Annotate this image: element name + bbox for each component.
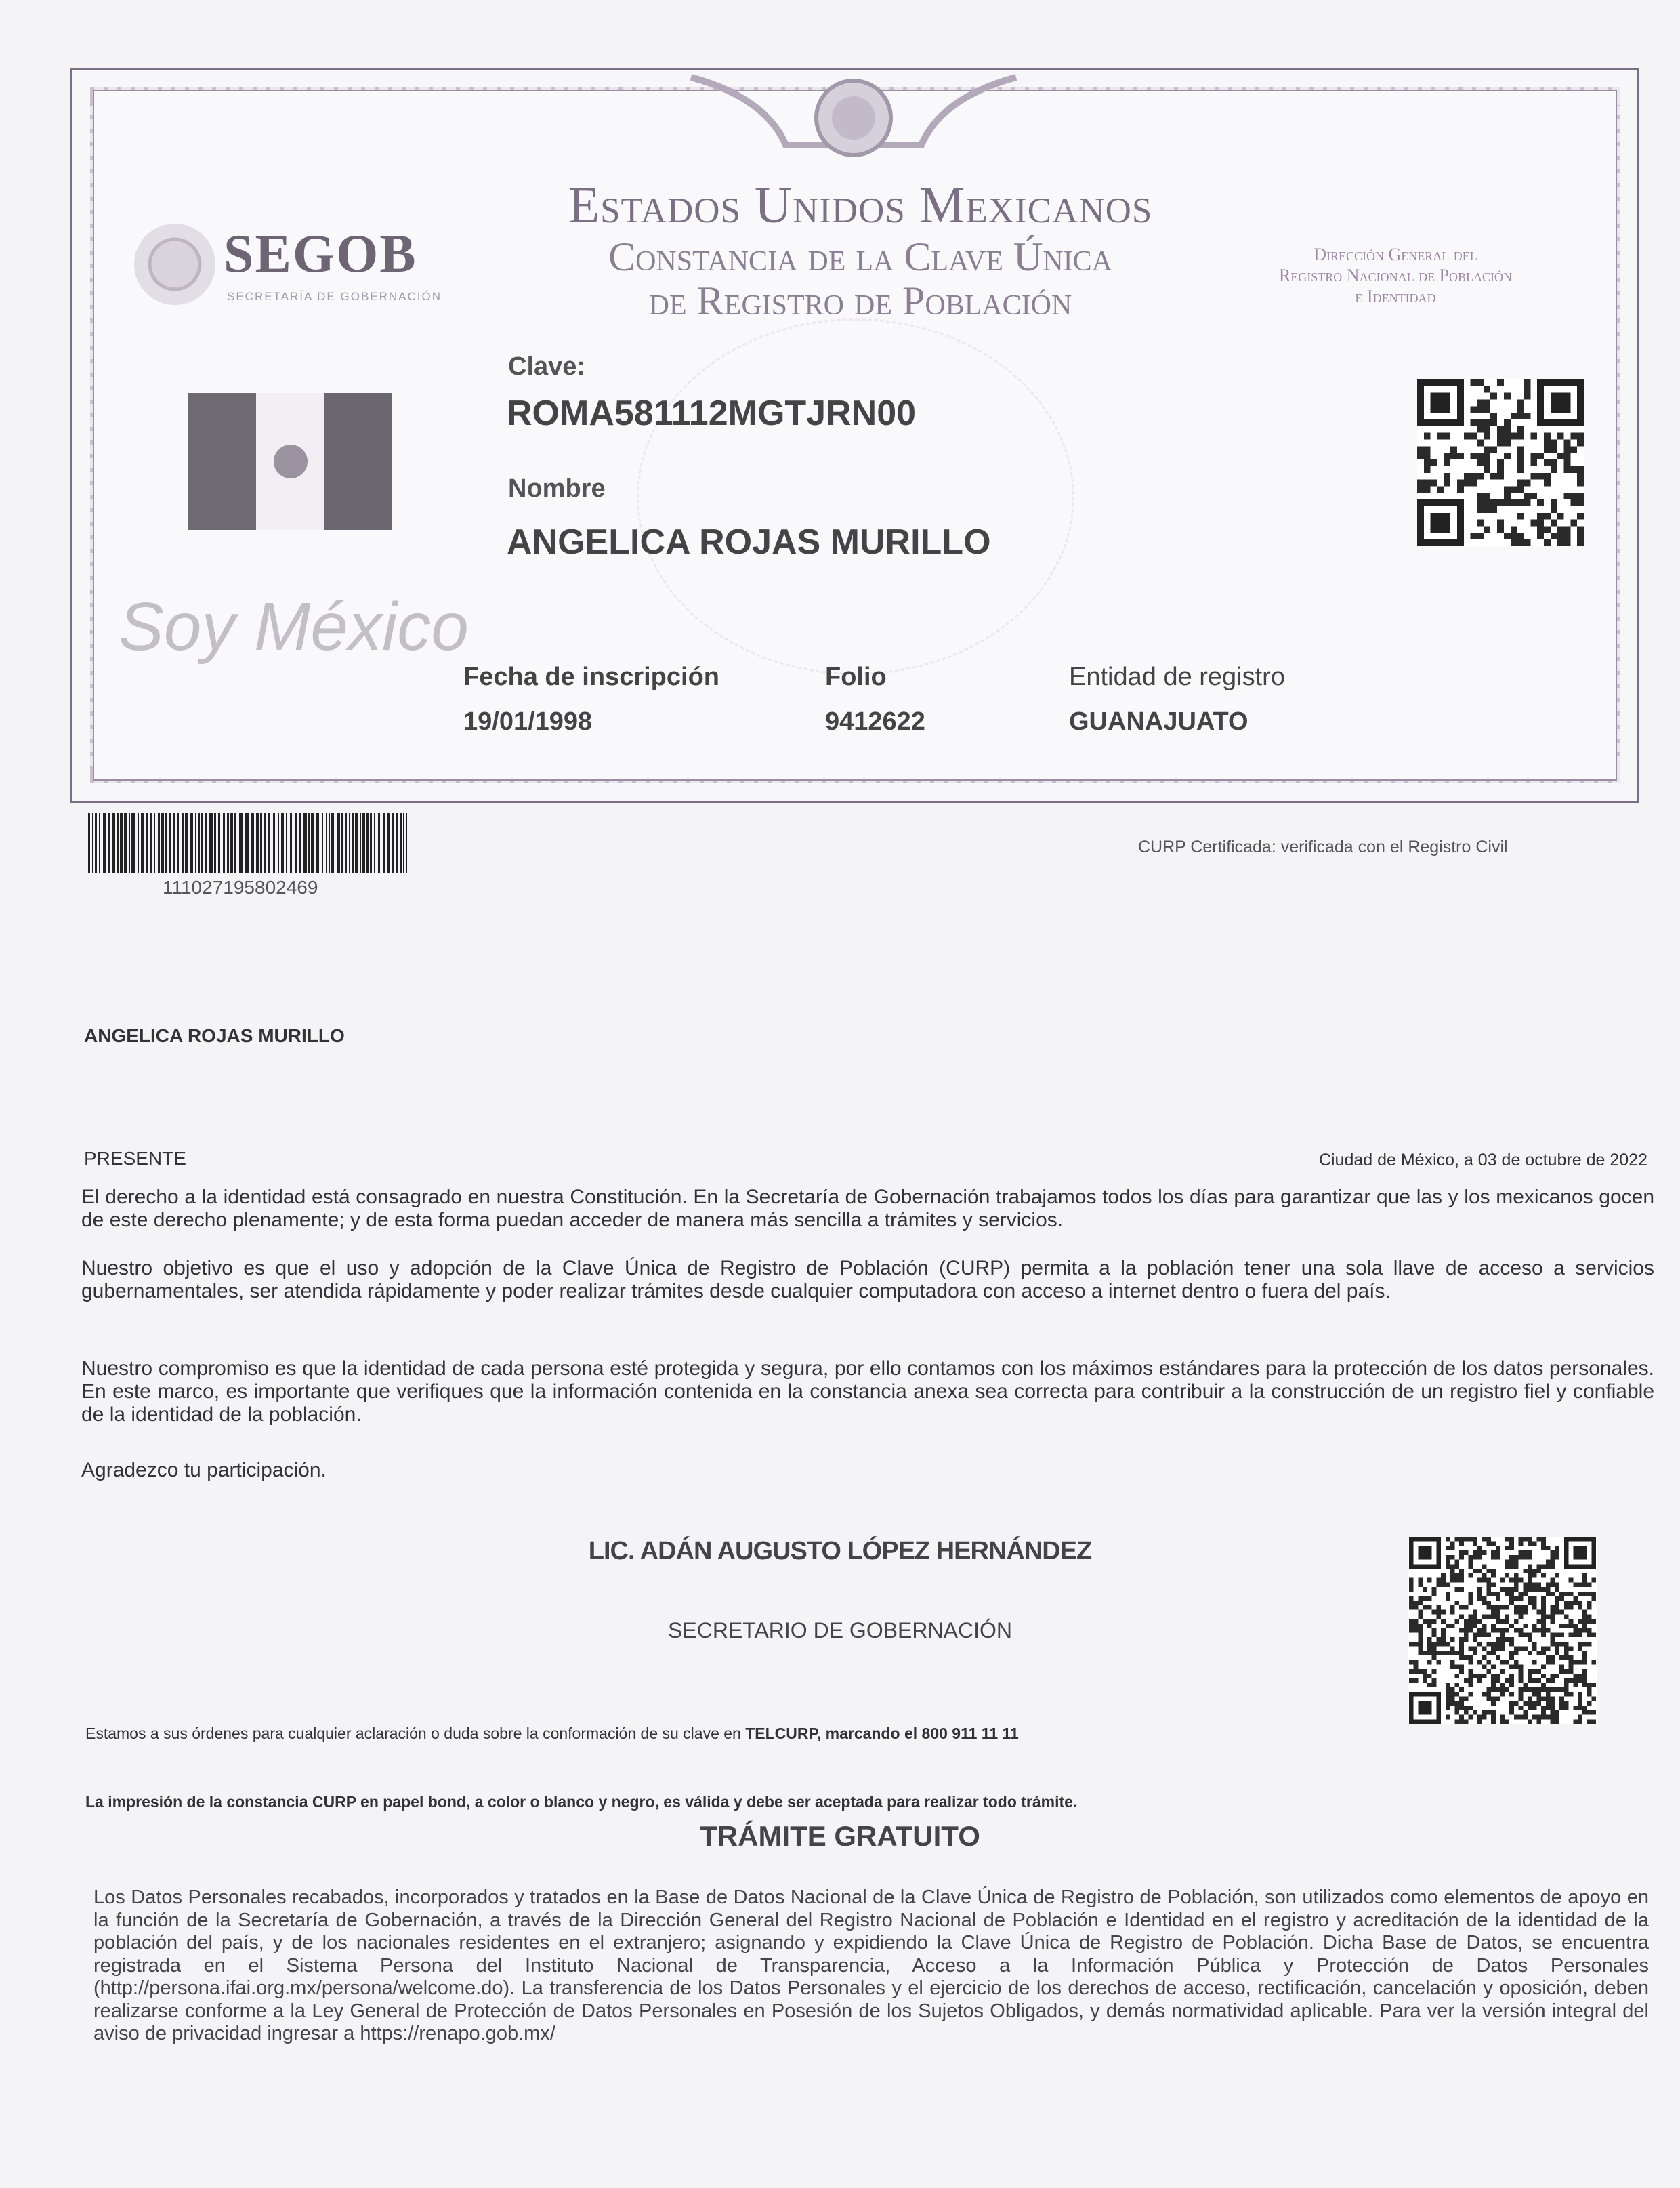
directorate-line1: Dirección General del bbox=[1314, 245, 1477, 264]
mexican-flag-icon bbox=[188, 393, 393, 530]
telcurp-text: Estamos a sus órdenes para cualquier aclaración o duda sobre la conformación de su clave en bbox=[85, 1725, 746, 1742]
document-subtitle-line1: Constancia de la Clave Única bbox=[608, 234, 1112, 279]
qr-code-icon bbox=[1417, 379, 1584, 546]
letter-paragraph-2: Nuestro objetivo es que el uso y adopción de la Clave Única de Registro de Población (CURP) permita a la población tener una sola llave de acceso a servicios gubernamentales, ser atendida rápidamente y poder realizar trámites desde cualquier computadora con acceso a internet dentro o fuera del país. bbox=[81, 1257, 1654, 1302]
letter-addressee: ANGELICA ROJAS MURILLO bbox=[84, 1025, 345, 1046]
letter-presente: PRESENTE bbox=[84, 1148, 186, 1169]
curp-value: ROMA581112MGTJRN00 bbox=[507, 394, 917, 433]
fecha-inscripcion-value: 19/01/1998 bbox=[463, 707, 593, 736]
watermark-seal-icon bbox=[637, 318, 1074, 675]
curp-certified-note: CURP Certificada: verificada con el Registro Civil bbox=[1138, 838, 1508, 856]
directorate-line3: e Identidad bbox=[1355, 287, 1436, 306]
directorate-line2: Registro Nacional de Población bbox=[1278, 266, 1513, 285]
signer-title: SECRETARIO DE GOBERNACIÓN bbox=[668, 1618, 1012, 1643]
entidad-registro-label: Entidad de registro bbox=[1069, 663, 1285, 691]
segob-logo-text: SEGOB bbox=[224, 224, 417, 284]
privacy-notice: Los Datos Personales recabados, incorporados y tratados en la Base de Datos Nacional de la Clave Única de Registro de Población, son utilizados como elementos de apoyo en la función de la Secretaría de Gobernación, a través de la Dirección General del Registro Nacional de Población e Identidad en el registro y acreditación de la identidad de la población del país, y de los nacionales residentes en el extranjero; asignando y expidiendo la Clave Única de Registro de Población. Dicha Base de Datos, se encuentra registrada en el Sistema Persona del Instituto Nacional de Transparencia, Acceso a la Información Pública y Protección de Datos Personales (http://persona.ifai.org.mx/persona/welcome.do). La transferencia de los Datos Personales y el ejercicio de los derechos de acceso, rectificación, cancelación y oposición, deben realizarse conforme a la Ley General de Protección de Datos Personales en Posesión de los Sujetos Obligados, y demás normatividad aplicable. Para ver la versión integral del aviso de privacidad ingresar a https://renapo.gob.mx/ bbox=[93, 1886, 1649, 2044]
issuing-directorate bbox=[1226, 244, 1565, 307]
clave-label: Clave: bbox=[508, 352, 586, 381]
barcode-number: 111027195802469 bbox=[163, 877, 318, 898]
letter-paragraph-3: Nuestro compromiso es que la identidad de cada persona esté protegida y segura, por ello contamos con los máximos estándares para la protección de los datos personales. En este marco, es importante que verifiques que la información contenida en la constancia anexa sea correcta para contribuir a la construcción de un registro fiel y confiable de la identidad de la población. bbox=[81, 1357, 1654, 1426]
printing-validity-note: La impresión de la constancia CURP en papel bond, a color o blanco y negro, es válida y debe ser aceptada para realizar todo trámite. bbox=[85, 1793, 1078, 1811]
barcode-icon bbox=[88, 813, 411, 873]
flag-emblem-icon bbox=[274, 445, 308, 478]
folio-label: Folio bbox=[825, 663, 887, 691]
qr-code-large-icon bbox=[1408, 1537, 1597, 1724]
telcurp-number: TELCURP, marcando el 800 911 11 11 bbox=[745, 1725, 1019, 1742]
letter-paragraph-4: Agradezco tu participación. bbox=[81, 1459, 327, 1481]
soy-mexico-slogan: Soy México bbox=[119, 589, 469, 665]
folio-value: 9412622 bbox=[825, 707, 925, 736]
document-title: Estados Unidos Mexicanos bbox=[568, 177, 1153, 234]
segob-logo-subtitle: SECRETARÍA DE GOBERNACIÓN bbox=[227, 290, 442, 303]
signer-name: LIC. ADÁN AUGUSTO LÓPEZ HERNÁNDEZ bbox=[588, 1537, 1092, 1565]
telcurp-contact bbox=[85, 1725, 1019, 1743]
free-procedure-heading: TRÁMITE GRATUITO bbox=[700, 1820, 980, 1852]
letter-place-date: Ciudad de México, a 03 de octubre de 2022 bbox=[1318, 1151, 1647, 1170]
segob-seal-icon bbox=[134, 224, 215, 305]
fecha-inscripcion-label: Fecha de inscripción bbox=[463, 663, 719, 691]
entidad-registro-value: GUANAJUATO bbox=[1069, 707, 1248, 736]
flag-green-band bbox=[188, 393, 256, 530]
national-crest-icon bbox=[684, 70, 1023, 159]
letter-paragraph-1: El derecho a la identidad está consagrado en nuestra Constitución. En la Secretaría de Gobernación trabajamos todos los días para garantizar que las y los mexicanos gocen de este derecho plenamente; y de esta forma puedan acceder de manera más sencilla a trámites y servicios. bbox=[81, 1186, 1654, 1231]
flag-red-band bbox=[324, 393, 392, 530]
nombre-value: ANGELICA ROJAS MURILLO bbox=[507, 522, 991, 562]
document-subtitle-line2: de Registro de Población bbox=[648, 278, 1072, 323]
nombre-label: Nombre bbox=[508, 474, 606, 503]
